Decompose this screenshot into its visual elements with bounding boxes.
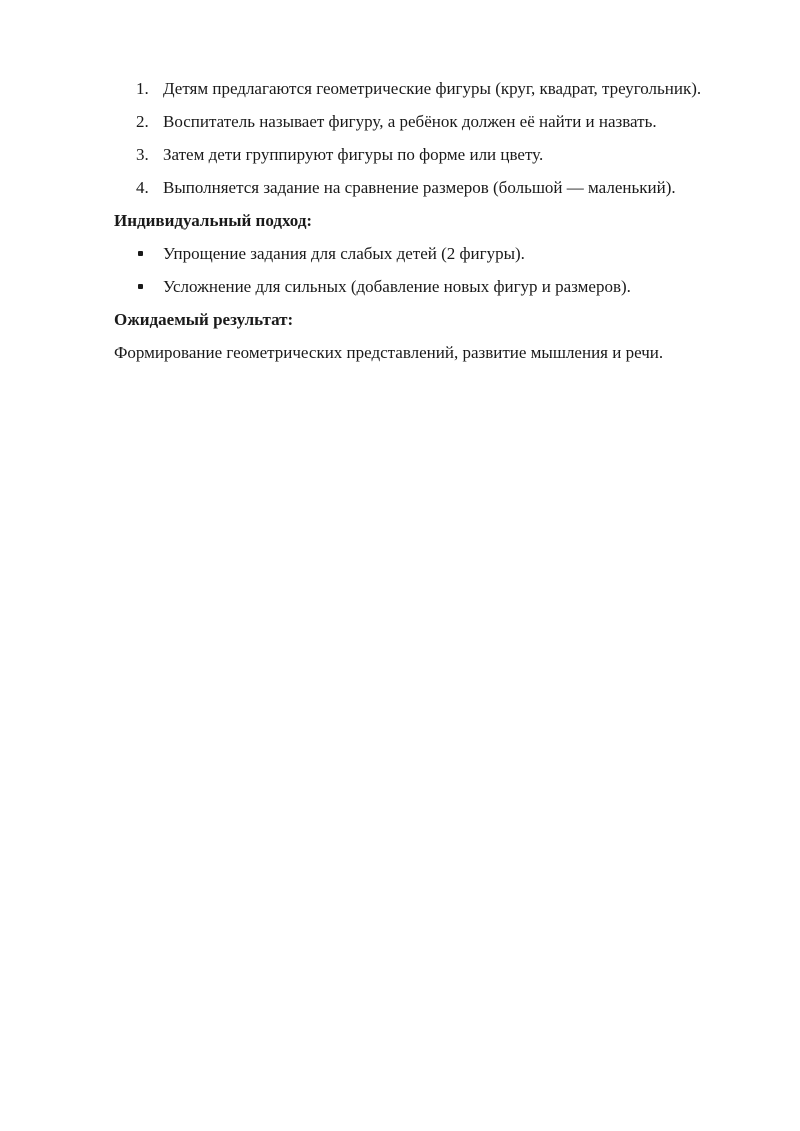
- list-item-text: Затем дети группируют фигуры по форме или цвету.: [163, 145, 544, 164]
- list-item-number: 3.: [136, 145, 149, 164]
- list-item: [114, 171, 754, 204]
- individual-approach-heading: Индивидуальный подход:: [114, 211, 313, 230]
- bullet-icon: [138, 284, 143, 289]
- document-content: [114, 72, 754, 369]
- list-item-text: Воспитатель называет фигуру, а ребёнок должен её найти и назвать.: [163, 112, 657, 131]
- list-item-number: 2.: [136, 112, 149, 131]
- list-item-text: Выполняется задание на сравнение размеров (большой — маленький).: [163, 178, 676, 197]
- individual-approach-list: [114, 237, 754, 303]
- list-item: [114, 105, 754, 138]
- list-item-number: 4.: [136, 178, 149, 197]
- steps-list: [114, 72, 754, 204]
- expected-result-heading: Ожидаемый результат:: [114, 310, 294, 329]
- list-item-text: Усложнение для сильных (добавление новых фигур и размеров).: [163, 277, 631, 296]
- list-item: [114, 72, 754, 105]
- expected-result-text: Формирование геометрических представлений, развитие мышления и речи.: [114, 343, 664, 362]
- list-item-text: Детям предлагаются геометрические фигуры (круг, квадрат, треугольник).: [163, 79, 702, 98]
- list-item: [114, 270, 754, 303]
- list-item: [114, 138, 754, 171]
- bullet-icon: [138, 251, 143, 256]
- list-item-number: 1.: [136, 79, 149, 98]
- list-item: [114, 237, 754, 270]
- list-item-text: Упрощение задания для слабых детей (2 фигуры).: [163, 244, 525, 263]
